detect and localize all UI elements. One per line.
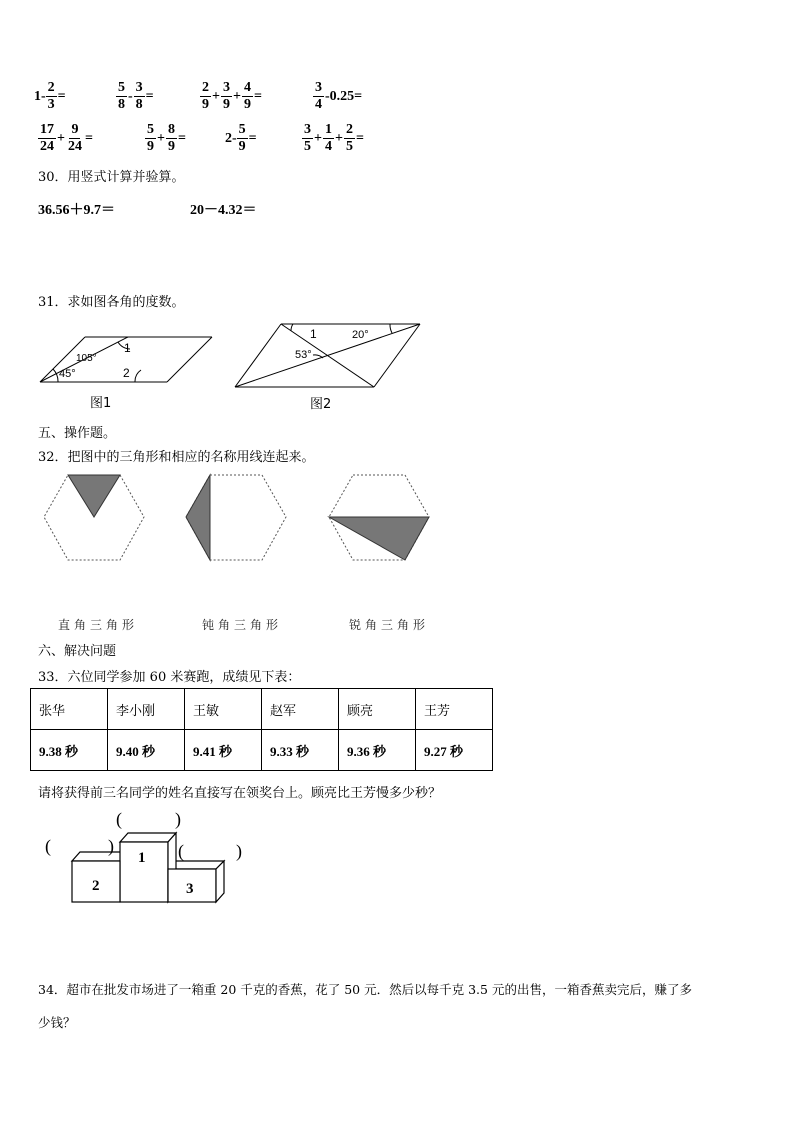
podium-place-2: 2	[92, 878, 100, 894]
fig2-caption: 图2	[310, 397, 332, 412]
paren-open-second: (	[45, 836, 51, 856]
fig1-angle-1: 1	[124, 341, 131, 355]
q34-line-2: 少钱？	[38, 1015, 76, 1030]
name-label-acute-triangle[interactable]: 锐角三角形	[349, 618, 430, 632]
table-cell-score: 9.41 秒	[185, 730, 262, 771]
table-cell-score: 9.38 秒	[31, 730, 108, 771]
expr-1-minus-2-3: 1- $\frac{2}{3}$ =	[34, 80, 66, 112]
table-cell-score: 9.27 秒	[416, 730, 493, 771]
second-place-answer-slot[interactable]	[55, 837, 110, 857]
table-cell-name: 王敏	[185, 689, 262, 730]
q32-title: 32．把图中的三角形和相应的名称用线连起来。	[38, 450, 315, 465]
q34-line-1: 34．超市在批发市场进了一箱重 20 千克的香蕉，花了 50 元．然后以每千克 3.5 元的出售，一箱香蕉卖完后，赚了多	[38, 982, 692, 997]
podium-place-1: 1	[138, 850, 146, 866]
hexagon-3-obtuse-triangle[interactable]	[325, 470, 433, 565]
table-cell-name: 赵军	[262, 689, 339, 730]
q33-title: 33．六位同学参加 60 米赛跑，成绩见下表：	[38, 670, 301, 685]
section-5-heading: 五、操作题。	[38, 426, 117, 441]
table-cell-score: 9.36 秒	[339, 730, 416, 771]
podium-place-3: 3	[186, 881, 194, 897]
fig2-angle-1: 1	[310, 327, 317, 341]
triangle-shaded-1	[68, 475, 120, 517]
hexagon-2-left-triangle[interactable]	[182, 470, 290, 565]
results-table	[30, 688, 493, 771]
third-place-answer-slot[interactable]	[186, 842, 236, 862]
table-cell-score: 9.40 秒	[108, 730, 185, 771]
fig2-angle-20: 20°	[352, 329, 369, 341]
section-6-heading: 六、解决问题	[38, 644, 117, 659]
table-cell-score: 9.33 秒	[262, 730, 339, 771]
fig1-caption: 图1	[90, 396, 112, 411]
first-place-answer-slot[interactable]	[125, 810, 175, 830]
triangle-shaded-3	[329, 517, 429, 560]
fig1-angle-2: 2	[123, 366, 130, 380]
paren-close-second: )	[108, 836, 114, 856]
expr-3-5-plus-1-4-plus-2-5: $\frac{3}{5}$ + $\frac{1}{4}$ + $\frac{2}{5}$ =	[304, 122, 364, 154]
figure-2-parallelogram	[230, 318, 430, 413]
table-cell-name: 李小刚	[108, 689, 185, 730]
expr-2-9-plus-3-9-plus-4-9: $\frac{2}{9}$ + $\frac{3}{9}$ + $\frac{4}{9}$ =	[202, 80, 262, 112]
fig2-angle-53: 53°	[295, 349, 312, 361]
table-row-names	[31, 689, 493, 730]
table-cell-name: 张华	[31, 689, 108, 730]
triangle-shaded-2	[186, 475, 210, 560]
fig1-angle-45: 45°	[59, 368, 76, 380]
q30-expr-2: 20－4.32＝	[190, 203, 257, 218]
figure-1-parallelogram	[30, 325, 225, 415]
paren-open-first: (	[116, 809, 122, 829]
q30-title: 30．用竖式计算并验算。	[38, 170, 185, 185]
expr-5-9-plus-8-9: $\frac{5}{9}$ + $\frac{8}{9}$ =	[147, 122, 186, 154]
name-label-right-triangle[interactable]: 直角三角形	[58, 618, 139, 632]
q31-title: 31．求如图各角的度数。	[38, 295, 185, 310]
table-cell-name: 顾亮	[339, 689, 416, 730]
paren-open-third: (	[178, 841, 184, 861]
expr-3-4-minus-0-25: $\frac{3}{4}$ -0.25=	[315, 80, 363, 112]
expr-5-8-minus-3-8: $\frac{5}{8}$ - $\frac{3}{8}$ =	[118, 80, 154, 112]
paren-close-third: )	[236, 841, 242, 861]
q33-prompt: 请将获得前三名同学的姓名直接写在领奖台上。顾亮比王芳慢多少秒？	[38, 786, 442, 801]
hexagon-1-top-triangle[interactable]	[40, 470, 148, 565]
table-cell-name: 王芳	[416, 689, 493, 730]
q30-expr-1: 36.56＋9.7＝	[38, 203, 115, 218]
expr-17-24-plus-9-24: $\frac{17}{24}$ + $\frac{9}{24}$ =	[40, 122, 93, 154]
fig1-angle-105: 105°	[76, 353, 97, 364]
name-label-obtuse-triangle[interactable]: 钝角三角形	[202, 618, 283, 632]
expr-2-minus-5-9: 2- $\frac{5}{9}$ =	[225, 122, 257, 154]
table-row-scores	[31, 730, 493, 771]
paren-close-first: )	[175, 809, 181, 829]
